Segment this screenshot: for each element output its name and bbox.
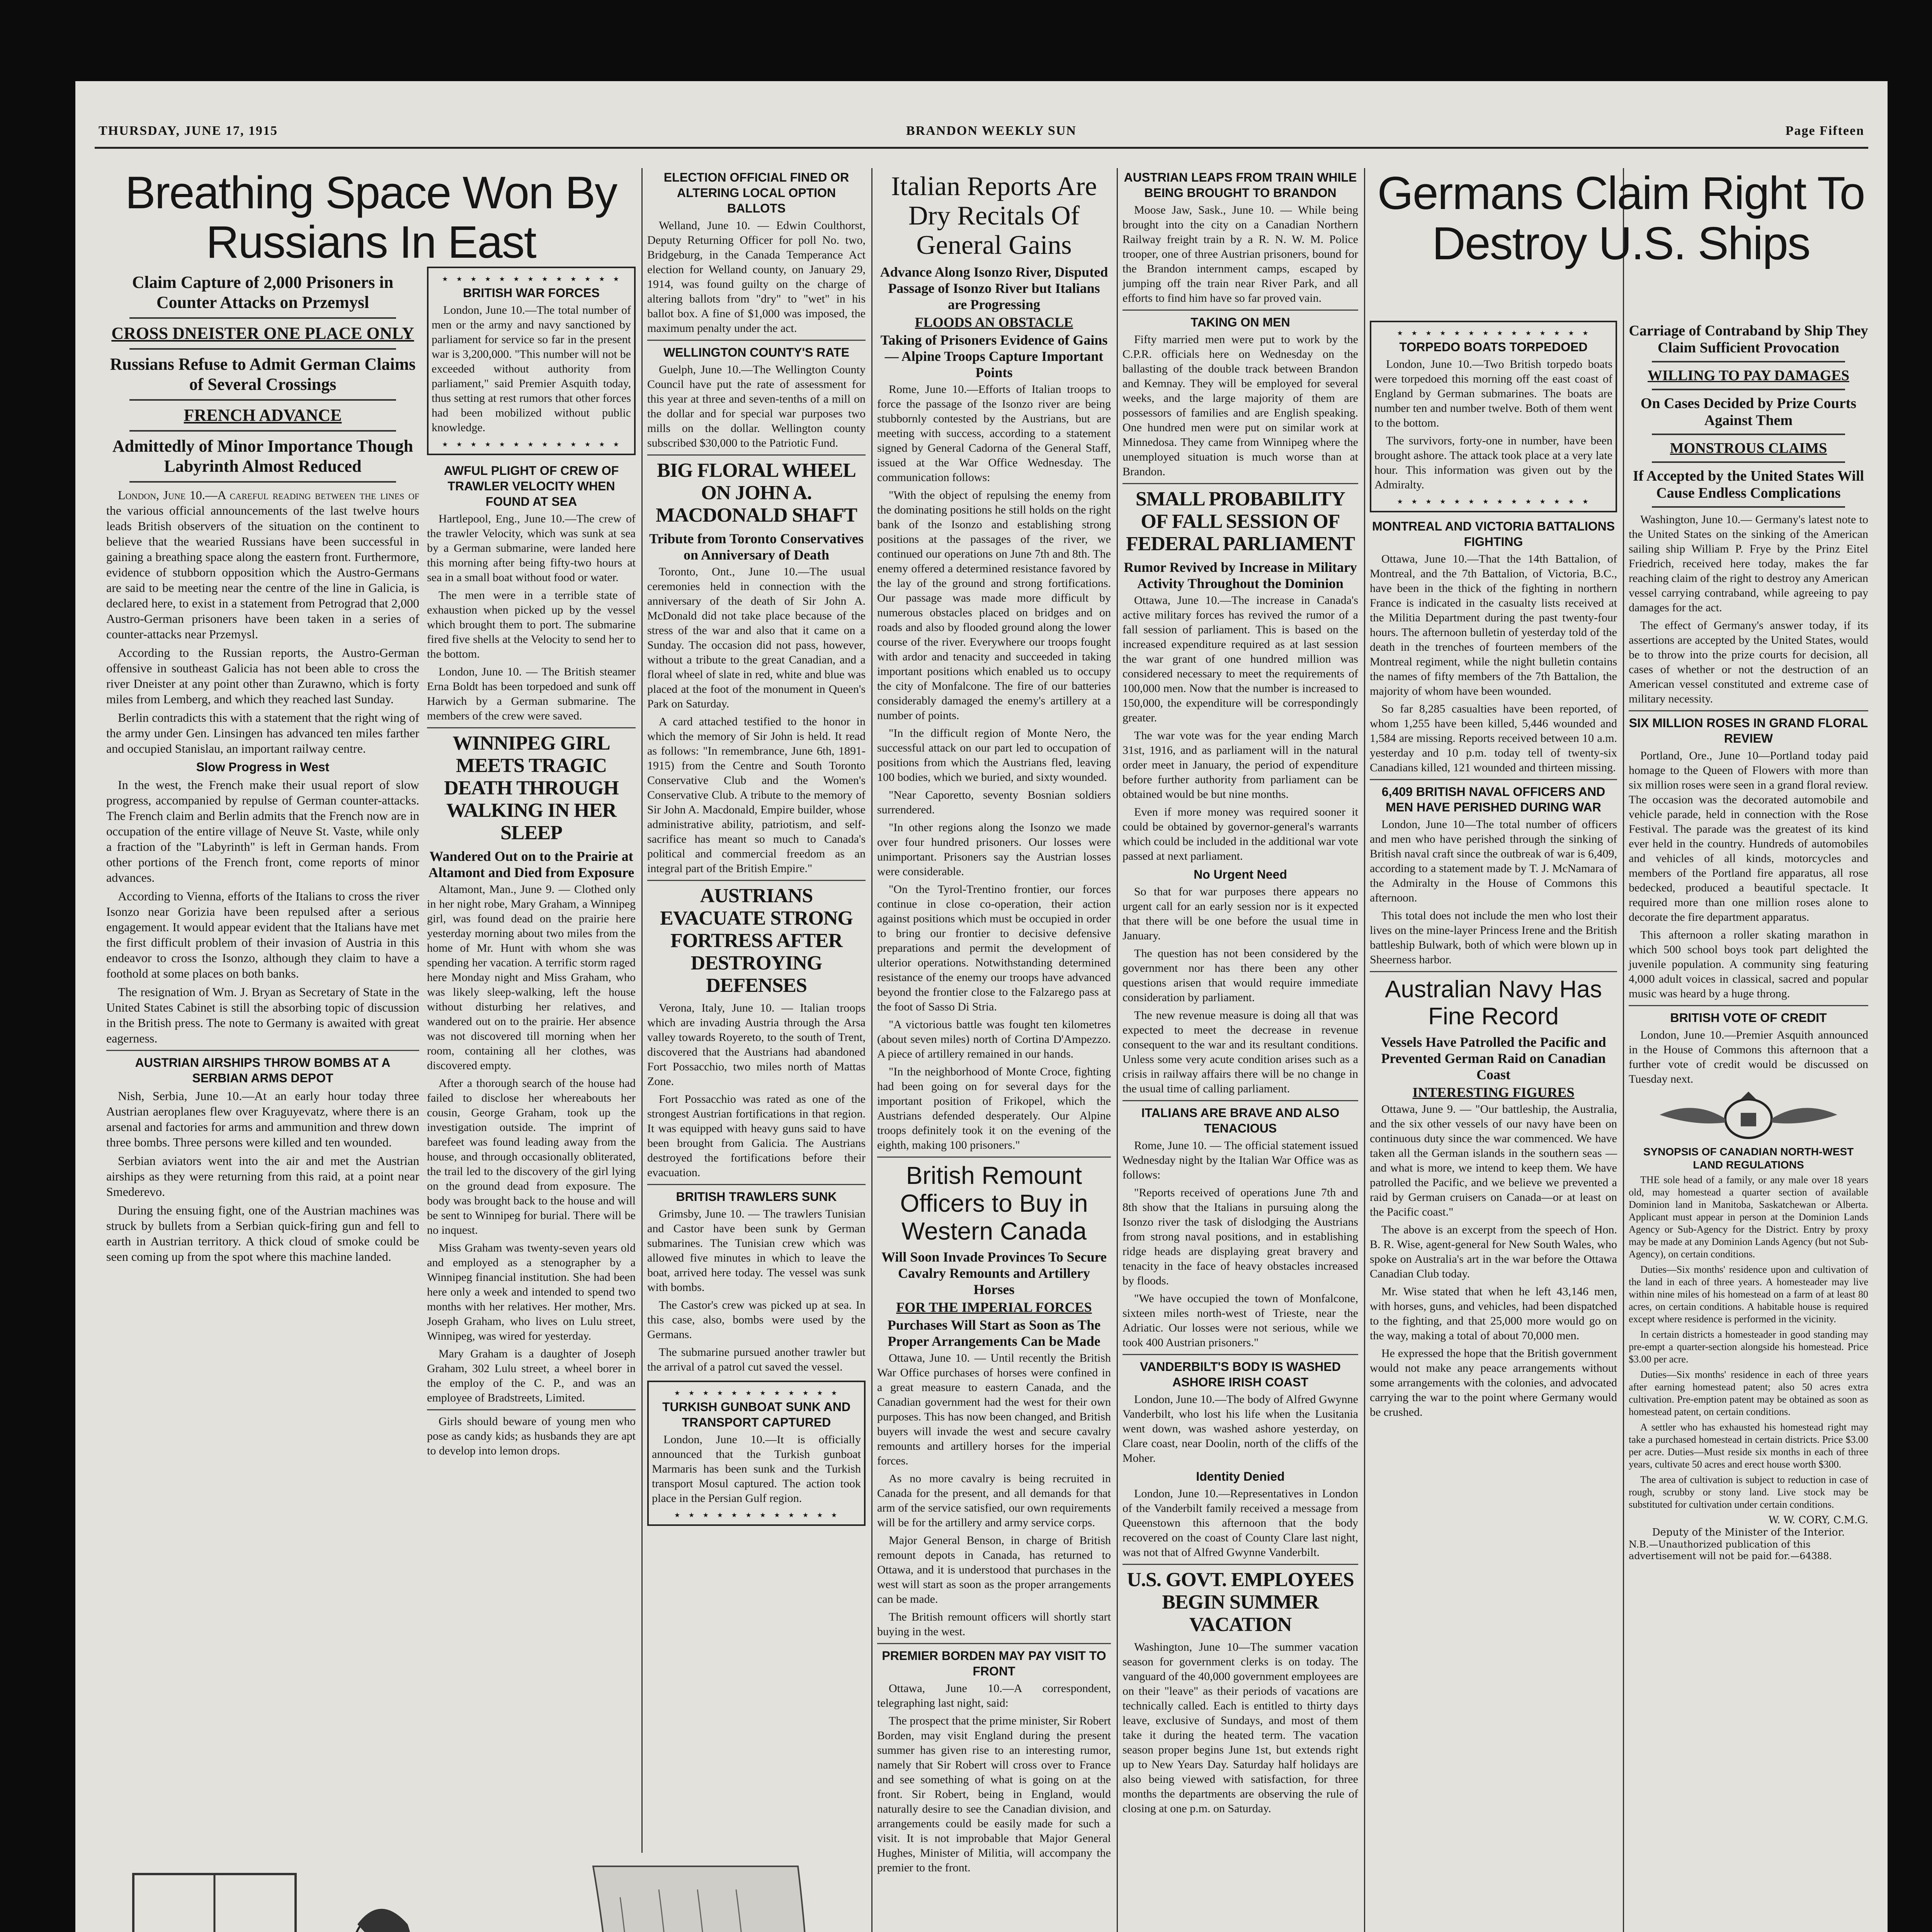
- article-paragraph: A card attached testified to the honor in which the memory of Sir John is held. It read as follows: "In remembrance, June 6th, 1891-1915) from the Centre and South Toronto Conservative Club and the Women's Conservative Club. A tribute to the memory of Sir John A. Macdonald, Empire builder, whose administrative ability, patriotism, and self-sacrifice has meant so much to Canada's political and commercial freedom as an integral part of the British Empire.": [647, 715, 866, 875]
- article-paragraph: The resignation of Wm. J. Bryan as Secretary of State in the United States Cabinet is still the absorbing topic of discussion in the British press. The note to Germany is awaited with great eagerness.: [106, 985, 419, 1045]
- header-page: Page Fifteen: [1785, 124, 1864, 138]
- column-3: [647, 168, 866, 1932]
- newspaper-page: [75, 81, 1888, 1932]
- divider: [1652, 506, 1845, 508]
- story-heading: TORPEDO BOATS TORPEDOED: [1399, 340, 1588, 354]
- headline-germans: Germans Claim Right To Destroy U.S. Ships: [1377, 167, 1865, 269]
- article-paragraph: "With the object of repulsing the enemy from the dominating positions he still holds on the right bank of the Isonzo and establishing strong positions at the passages of the river, we continued our operations on June 7th and 8th. The enemy offered a determined resistance favored by the lay of the ground and strong fortifications. Our passage was made more difficult by numerous obstacles placed on bridges and on roads and also by flooded ground along the lower course of the river. Everywhere our troops fought with ardor and tenacity and succeeded in taking important positions which enabled us to occupy the city of Monfalcone. The fire of our batteries considerably damaged the enemy's artillery at a number of points.: [877, 489, 1111, 722]
- article-paragraph: Washington, June 10—The summer vacation season for government clerks is on today. The vanguard of the 40,000 government employees are on their "leave" as their periods of vacations are technically called. Each is entitled to thirty days leave, exclusive of Sundays, and most of them take it during the heated term. The vacation season proper begins June 1st, but extends right up to New Years Day. Saturday half holidays are also being viewed with satisfaction, for three months the departments are observing the rule of closing at one p.m. on Saturday.: [1122, 1641, 1358, 1815]
- subhead: Taking of Prisoners Evidence of Gains— Alpine Troops Capture Important Points: [880, 332, 1108, 380]
- subhead: Purchases Will Start as Soon as The Proper Arrangements Can be Made: [887, 1317, 1101, 1349]
- headline-russians: Breathing Space Won By Russians In East: [125, 167, 617, 268]
- story-heading: 6,409 BRITISH NAVAL OFFICERS AND MEN HAVE PERISHED DURING WAR: [1381, 785, 1605, 814]
- article-paragraph: So that for war purposes there appears no urgent call for an early session nor is it expected that there will be one before the usual time in January.: [1122, 885, 1358, 942]
- header-paper: BRANDON WEEKLY SUN: [906, 124, 1077, 138]
- star-border: ★ ★ ★ ★ ★ ★ ★ ★ ★ ★ ★ ★ ★: [442, 273, 621, 284]
- divider: [1122, 1564, 1358, 1565]
- article-paragraph: The area of cultivation is subject to reduction in case of rough, scrubby or stony land. Live stock may be substituted for cultivation under certain conditions.: [1629, 1474, 1868, 1510]
- article-paragraph: The survivors, forty-one in number, have been brought ashore. The attack took place at a very late hour. This information was given out by the Admiralty.: [1374, 434, 1612, 491]
- article-paragraph: Washington, June 10.— Germany's latest note to the United States on the sinking of the American sailing ship William P. Frye by the Prinz Eitel Friedrich, received here today, makes the far reaching claim of the right to destroy any American vessel carrying contraband, while agreeing to pay damages for the act.: [1629, 513, 1868, 614]
- subhead: Carriage of Contraband by Ship They Claim Sufficient Provocation: [1629, 323, 1868, 356]
- column-7: [1629, 321, 1868, 1932]
- article-paragraph: The new revenue measure is doing all that was expected to meet the decrease in revenue consequent to the war and its resultant conditions. Unless some very acute condition arises such as a crisis in railway affairs there will be no change in the usual time of calling parliament.: [1122, 1009, 1358, 1095]
- divider: [129, 481, 396, 483]
- article-paragraph: Fifty married men were put to work by the C.P.R. officials here on Wednesday on the ballasting of the double track between Brandon and Kemnay. They will be employed for several weeks, and the large majority of them are possessors of families and are English speaking. One hundred men were put on similar work at Minnedosa. They came from Winnipeg where the unemployed situation is much worse than at Brandon.: [1122, 333, 1358, 478]
- article-paragraph: The war vote was for the year ending March 31st, 1916, and as parliament will in the natural order meet in January, the period of expenditure before further authority from parliament can be obtained would be but nine months.: [1122, 729, 1358, 801]
- divider: [647, 880, 866, 881]
- story-headline: SMALL PROBABILITY OF FALL SESSION OF FEDERAL PARLIAMENT: [1126, 488, 1355, 555]
- article-paragraph: Portland, Ore., June 10—Portland today paid homage to the Queen of Flowers with more than six million roses were seen in a grand floral review. The occasion was the decorated automobile and vehicle parade, held in connection with the Rose Festival. The parade was the greatest of its kind ever held in the country. Hundreds of automobiles and vehicles of all kinds, motorcycles and members of the Portland fire apparatus, all rose bedecked, produced a beautiful spectacle. It required more than one million roses alone to decorate the fire department apparatus.: [1629, 749, 1868, 923]
- article-paragraph: "Reports received of operations June 7th and 8th show that the Italians in pursuing along the Isonzo river the task of dislodging the Austrians from strong naval positions, and in establishing ridge heads are displaying great bravery and tenacity in the face of heavy obstacles increased by floods.: [1122, 1186, 1358, 1287]
- article-paragraph: In the west, the French make their usual report of slow progress, accompanied by repulse of German counter-attacks. The French claim and Berlin admits that the French now are in occupation of the entire village of Neuve St. Vaste, while only a fraction of the "Labyrinth" is left in German hands. From other portions of the French front, come reports of minor advances.: [106, 778, 419, 884]
- subhead: MONSTROUS CLAIMS: [1670, 440, 1827, 456]
- column-rule: [871, 168, 872, 1932]
- divider: [1370, 971, 1617, 972]
- story-heading: PREMIER BORDEN MAY PAY VISIT TO FRONT: [882, 1649, 1106, 1678]
- article-paragraph: The men were in a terrible state of exhaustion when picked up by the vessel which brought them to port. The submarine fired five shells at the Velocity to send her to the bottom.: [427, 589, 636, 660]
- headline-australian-navy: Australian Navy Has Fine Record: [1385, 976, 1602, 1030]
- star-border: ★ ★ ★ ★ ★ ★ ★ ★ ★ ★ ★ ★ ★ ★: [1397, 327, 1590, 338]
- subhead: Russians Refuse to Admit German Claims of Several Crossings: [110, 355, 416, 394]
- divider: [1122, 1100, 1358, 1101]
- article-paragraph: London, June 10.—A careful reading between the lines of the various official announcements of the last twelve hours leads British observers of the situation on the continent to believe that the wearied Russians have been successful in gaining a breathing space along the eastern front. Furthermore, evidence of stubborn opposition which the Austro-Germans are said to be meeting near the centre of the line in Galicia, is declared here, to exist in a statement from Petrograd that 2,000 Austro-German prisoners have been taken in a series of counter-attacks near Przemysl.: [106, 488, 419, 641]
- star-border: ★ ★ ★ ★ ★ ★ ★ ★ ★ ★ ★ ★: [674, 1509, 838, 1520]
- article-paragraph: Welland, June 10. — Edwin Coulthorst, Deputy Returning Officer for poll No. two, Bridgeburg, in the Canada Temperance Act election for Welland county, on January 29, 1914, was found guilty on the charge of altering ballots from "dry" to "wet" in his ballot box. A fine of $1,000 was imposed, the maximum penalty under the act.: [647, 219, 866, 335]
- article-paragraph: According to Vienna, efforts of the Italians to cross the river Isonzo near Gorizia have been repulsed after a serious engagement. It would appear evident that the Italians have met the first difficult problem of their invasion of Austria in this endeavor to cross the Isonzo, although they claim to have a foothold at some places on both banks.: [106, 889, 419, 980]
- header-date: THURSDAY, JUNE 17, 1915: [99, 124, 278, 138]
- story-heading: ITALIANS ARE BRAVE AND ALSO TENACIOUS: [1141, 1106, 1340, 1135]
- subhead: FOR THE IMPERIAL FORCES: [896, 1299, 1092, 1315]
- headline-remount: British Remount Officers to Buy in Western Canada: [900, 1162, 1088, 1245]
- article-paragraph: "We have occupied the town of Monfalcone, sixteen miles north-west of Trieste, near the Adriatic. Our losses were not serious, while we took 400 Austrian prisoners.": [1122, 1292, 1358, 1349]
- subhead: CROSS DNEISTER ONE PLACE ONLY: [111, 324, 414, 343]
- subhead: Wandered Out on to the Prairie at Altamont and Died from Exposure: [428, 849, 634, 880]
- divider: [1629, 710, 1868, 711]
- article-paragraph: This total does not include the men who lost their lives on the mine-layer Princess Irene and the British battleship Bulwark, both of which were blown up in Sheerness harbor.: [1370, 909, 1617, 966]
- divider: [427, 727, 636, 728]
- story-heading: AUSTRIAN AIRSHIPS THROW BOMBS AT A SERBIAN ARMS DEPOT: [135, 1056, 391, 1085]
- divider: [647, 340, 866, 341]
- story-heading: ELECTION OFFICIAL FINED OR ALTERING LOCAL OPTION BALLOTS: [663, 170, 849, 215]
- article-paragraph: Rome, June 10.—Efforts of Italian troops to force the passage of the Isonzo river are being stubbornly contested by the Austrians, but are meeting with success, according to a statement signed by General Cadorna of the General Staff, issued at the War Office Wednesday. The communication follows:: [877, 383, 1111, 484]
- story-headline: AUSTRIANS EVACUATE STRONG FORTRESS AFTER DESTROYING DEFENSES: [660, 885, 853, 997]
- article-paragraph: Ottawa, June 10.—The increase in Canada's active military forces has revived the rumor of a fall session of parliament. This is based on the increased expenditure required as at last session the war grant of one hundred million was considered necessary to meet the requirements of 100,000 men. Now that the number is increased to 150,000, the expenditure will be correspondingly greater.: [1122, 594, 1358, 724]
- article-paragraph: The submarine pursued another trawler but the arrival of a patrol cut saved the vessel.: [647, 1346, 866, 1373]
- divider: [647, 454, 866, 456]
- article-paragraph: Mr. Wise stated that when he left 43,146 men, with horses, guns, and vehicles, had been dispatched to the fighting, and that 25,000 more would go on the way, making a total of about 70,000 men.: [1370, 1285, 1617, 1342]
- subhead: WILLING TO PAY DAMAGES: [1648, 367, 1849, 384]
- column-2: [427, 267, 636, 1932]
- article-paragraph: "In the neighborhood of Monte Croce, fighting had been going on for several days for the important position of Frikopel, which the Austrians defended desperately. Our Alpine troops definitely took it on the evening of the eighth, making 100 prisoners.": [877, 1065, 1111, 1151]
- torpedo-box: [1370, 321, 1617, 512]
- article-paragraph: London, June 10—The total number of officers and men who have perished through the sinking of British naval craft since the outbreak of war is 6,409, according to a statement made by T. J. McNamara of the Admiralty in the House of Commons this afternoon.: [1370, 818, 1617, 904]
- article-paragraph: During the ensuing fight, one of the Austrian machines was struck by bullets from a Serbian quick-firing gun and fell to earth in Austrian territory. A thick cloud of smoke could be seen coming up from the spot where this machine landed.: [106, 1203, 419, 1264]
- story-heading: SIX MILLION ROSES IN GRAND FLORAL REVIEW: [1629, 716, 1868, 745]
- divider: [647, 1184, 866, 1185]
- story-heading: MONTREAL AND VICTORIA BATTALIONS FIGHTING: [1372, 519, 1615, 549]
- star-border: ★ ★ ★ ★ ★ ★ ★ ★ ★ ★ ★ ★ ★ ★: [1397, 495, 1590, 506]
- column-rule: [1364, 168, 1365, 1932]
- article-paragraph: In certain districts a homesteader in good standing may pre-empt a quarter-section alongside his homestead. Price $3.00 per acre.: [1629, 1329, 1868, 1365]
- divider: [877, 1156, 1111, 1158]
- signature-title: Deputy of the Minister of the Interior.: [1652, 1527, 1845, 1538]
- article-paragraph: London, June 10.—Representatives in London of the Vanderbilt family received a message from Queenstown this afternoon that the body recovered on the coast of County Clare last night, was not that of Alfred Gwynne Vanderbilt.: [1122, 1487, 1358, 1559]
- coat-of-arms: [1629, 1090, 1868, 1144]
- column-4: [877, 168, 1111, 1932]
- divider: [129, 317, 396, 319]
- divider: [129, 399, 396, 401]
- article-paragraph: After a thorough search of the house had failed to disclose her whereabouts her cousin, George Graham, took up the investigation outside. The imprint of barefeet was found leading away from the house, and through occasionally obliterated, the trail led to the discovery of the girl lying on the ground dead from exposure. The body was brought back to the house and will be sent to Winnipeg for burial. There will be no inquest.: [427, 1077, 636, 1236]
- article-paragraph: The Castor's crew was picked up at sea. In this case, also, bombs were used by the Germans.: [647, 1299, 866, 1341]
- story-headline: WINNIPEG GIRL MEETS TRAGIC DEATH THROUGH WALKING IN HER SLEEP: [444, 732, 619, 844]
- article-paragraph: Moose Jaw, Sask., June 10. — While being brought into the city on a Canadian Northern Railway freight train by a R. N. W. M. Police trooper, one of three Austrian prisoners, bound for the Brandon internment camps, escaped by jumping off the train near River Park, and all efforts to find him have so far proved vain.: [1122, 204, 1358, 304]
- article-paragraph: "In the difficult region of Monte Nero, the successful attack on our part led to occupation of positions from which the Austrians fled, leaving 100 bodies, which we buried, and sixty wounded.: [877, 727, 1111, 784]
- headline-italian: Italian Reports Are Dry Recitals Of General Gains: [891, 172, 1097, 260]
- divider: [1122, 483, 1358, 484]
- article-paragraph: The above is an excerpt from the speech of Hon. B. R. Wise, agent-general for New South Wales, who spoke on Australia's art in the war before the Ottawa Canadian Club today.: [1370, 1223, 1617, 1280]
- article-paragraph: Even if more money was required sooner it could be obtained by governor-general's warrants which could be included in the additional war vote passed at next parliament.: [1122, 806, 1358, 862]
- article-paragraph: "In other regions along the Isonzo we made over four hundred prisoners. Our losses were unimportant. Prisoners say the Austrian losses were considerable.: [877, 821, 1111, 878]
- story-heading: BRITISH WAR FORCES: [463, 286, 600, 300]
- article-paragraph: So far 8,285 casualties have been reported, of whom 1,255 have been killed, 5,446 wounded and 1,584 are missing. Reports received between 10 a.m. yesterday and 10 p.m. today tell of twenty-six Canadians killed, 121 wounded and thirteen missing.: [1370, 702, 1617, 774]
- political-cartoon: [110, 1859, 852, 1932]
- subhead: Vessels Have Patrolled the Pacific and Prevented German Raid on Canadian Coast: [1381, 1034, 1606, 1082]
- column-rule: [641, 168, 643, 1853]
- story-heading: BRITISH TRAWLERS SUNK: [676, 1190, 837, 1204]
- crest-icon: [1648, 1092, 1849, 1142]
- header-rule: [95, 147, 1868, 149]
- story-headline: U.S. GOVT. EMPLOYEES BEGIN SUMMER VACATION: [1127, 1569, 1354, 1636]
- article-paragraph: London, June 10.—The body of Alfred Gwynne Vanderbilt, who lost his life when the Lusitania went down, was washed ashore yesterday, on Clare coast, near Doolin, north of the cliffs of the Moher.: [1122, 1393, 1358, 1464]
- article-paragraph: Guelph, June 10.—The Wellington County Council have put the rate of assessment for this year at three and seven-tenths of a mill on the dollar and for special war purposes two mills on the dollar. Wellington county subscribed $30,000 to the Patriotic Fund.: [647, 363, 866, 449]
- article-paragraph: He expressed the hope that the British government would not make any peace arrangements without some arrangements with the colonies, and advocated carrying the war to the point where Germany would be crushed.: [1370, 1347, 1617, 1418]
- article-paragraph: Hartlepool, Eng., June 10.—The crew of the trawler Velocity, which was sunk at sea by a German submarine, were landed here this morning after being fifty-two hours at sea in a small boat without food or water.: [427, 512, 636, 584]
- article-paragraph: London, June 10.—The total number of men or the army and navy sanctioned by parliament for service so far in the present war is 3,200,000. "This number will not be exceeded without authority from parliament," said Premier Asquith today, thus setting at rest rumors that other forces had been mobilized without public knowledge.: [432, 304, 631, 434]
- story-heading: WELLINGTON COUNTY'S RATE: [663, 345, 850, 359]
- article-paragraph: The British remount officers will shortly start buying in the west.: [877, 1611, 1111, 1638]
- article-paragraph: Ottawa, June 10.—That the 14th Battalion, of Montreal, and the 7th Battalion, of Victoria, B.C., have been in the thick of the fighting in northern France is indicated in the casualty lists received at the Militia Department during the past twenty-four hours. The afternoon bulletin of yesterday told of the death in the trenches of fourteen members of the Montreal regiment, while the night bulletin contains the names of fifty members of the 7th Battalion, the majority of whom have been wounded.: [1370, 553, 1617, 697]
- cartoon-illustration: [110, 1859, 852, 1932]
- article-paragraph: London, June 10.—It is officially announced that the Turkish gunboat Marmaris has been sunk and the Turkish transport Mosul captured. The action took place in the Persian Gulf region.: [652, 1433, 861, 1505]
- subhead: If Accepted by the United States Will Cause Endless Complications: [1633, 468, 1864, 501]
- article-paragraph: The question has not been considered by the government nor has there been any other questions arisen that would require immediate consideration by parliament.: [1122, 947, 1358, 1004]
- article-paragraph: Girls should beware of young men who pose as candy kids; as husbands they are apt to develop into lemon drops.: [427, 1415, 636, 1457]
- subhead: Claim Capture of 2,000 Prisoners in Counter Attacks on Przemysl: [132, 273, 394, 312]
- article-paragraph: Ottawa, June 10.—A correspondent, telegraphing last night, said:: [877, 1682, 1111, 1709]
- story-heading: TAKING ON MEN: [1190, 315, 1290, 329]
- article-paragraph: A settler who has exhausted his homestead right may take a purchased homestead in certain districts. Price $3.00 per acre. Duties—Must reside six months in each of three years, cultivate 50 acres and erect house worth $300.: [1629, 1422, 1868, 1470]
- divider: [129, 430, 396, 432]
- star-border: ★ ★ ★ ★ ★ ★ ★ ★ ★ ★ ★ ★ ★: [442, 438, 621, 449]
- subhead: Rumor Revived by Increase in Military Activity Throughout the Dominion: [1124, 560, 1357, 591]
- article-paragraph: Berlin contradicts this with a statement that the right wing of the army under Gen. Linsingen has advanced ten miles farther and occupied Stanislau, an important railway centre.: [106, 711, 419, 755]
- subhead: Will Soon Invade Provinces To Secure Cavalry Remounts and Artillery Horses: [881, 1249, 1107, 1297]
- divider: [1652, 461, 1845, 463]
- subhead: On Cases Decided by Prize Courts Against Them: [1640, 395, 1857, 429]
- subhead: Admittedly of Minor Importance Though Labyrinth Almost Reduced: [112, 437, 413, 476]
- section-heading: Identity Denied: [1196, 1469, 1285, 1483]
- notice: N.B.—Unauthorized publication of this advertisement will not be paid for.—64388.: [1629, 1539, 1832, 1561]
- subhead: Advance Along Isonzo River, Disputed Passage of Isonzo River but Italians are Progressing: [880, 264, 1108, 312]
- article-paragraph: "Near Caporetto, seventy Bosnian soldiers surrendered.: [877, 789, 1111, 816]
- story-heading: TURKISH GUNBOAT SUNK AND TRANSPORT CAPTURED: [662, 1400, 851, 1429]
- story-heading: AWFUL PLIGHT OF CREW OF TRAWLER VELOCITY WHEN FOUND AT SEA: [444, 464, 619, 509]
- article-paragraph: Fort Possacchio was rated as one of the strongest Austrian fortifications in that region. It was equipped with heavy guns said to have been brought from Galicia. The Austrians destroyed the fortifications before their evacuation.: [647, 1093, 866, 1179]
- column-rule: [1117, 168, 1118, 1932]
- article-paragraph: "A victorious battle was fought ten kilometres (about seven miles) north of Cortina D'Ampezzo. A piece of artillery remained in our hands.: [877, 1018, 1111, 1060]
- article-paragraph: Duties—Six months' residence upon and cultivation of the land in each of three years. A homesteader may live within nine miles of his homestead on a farm of at least 80 acres, on certain conditions. A habitable house is required except where residence is performed in the vicinity.: [1629, 1264, 1868, 1325]
- column-6: [1370, 321, 1617, 1932]
- column-5: [1122, 168, 1358, 1932]
- article-paragraph: Altamont, Man., June 9. — Clothed only in her night robe, Mary Graham, a Winnipeg girl, was found dead on the prairie here yesterday morning about two miles from the home of Mr. Hunt with whom she was spending her vacation. A terrific storm raged here Monday night and Miss Graham, who was likely sleep-walking, left the house without disturbing her relatives, and wandered out on to the prairie. Her absence was not discovered till morning when her room, containing all her clothes, was discovered empty.: [427, 883, 636, 1072]
- star-border: ★ ★ ★ ★ ★ ★ ★ ★ ★ ★ ★ ★: [674, 1387, 838, 1398]
- article-paragraph: Miss Graham was twenty-seven years old and employed as a stenographer by a Winnipeg financial institution. She had been here only a week and intended to spend two months with her relatives. Her mother, Mrs. Joseph Graham, who lives on Lulu street, Winnipeg, was wired for yesterday.: [427, 1242, 636, 1342]
- divider: [1370, 779, 1617, 780]
- article-paragraph: Grimsby, June 10. — The trawlers Tunisian and Castor have been sunk by German submarines. The Tunisian crew which was allowed five minutes in which to leave the boat, arrived here today. The vessel was sunk with bombs.: [647, 1208, 866, 1294]
- divider: [129, 348, 396, 350]
- article-paragraph: Rome, June 10. — The official statement issued Wednesday night by the Italian War Office was as follows:: [1122, 1139, 1358, 1181]
- article-paragraph: Major General Benson, in charge of British remount depots in Canada, has returned to Ottawa, and it is understood that purchases in the west will start as soon as the proper arrangements can be made.: [877, 1534, 1111, 1605]
- subhead: Tribute from Toronto Conservatives on Anniversary of Death: [649, 531, 864, 563]
- divider: [1122, 1354, 1358, 1355]
- section-heading: Slow Progress in West: [196, 760, 330, 774]
- germans-banner: [1370, 168, 1872, 315]
- article-paragraph: Serbian aviators went into the air and met the Austrian airships as they were returning from this raid, at a point near Smederevo.: [106, 1154, 419, 1199]
- war-forces-box: [427, 267, 636, 455]
- article-paragraph: As no more cavalry is being recruited in Canada for the present, and all demands for that arm of the service satisfied, our own requirements will be for the artillery and army service corps.: [877, 1472, 1111, 1529]
- article-paragraph: Mary Graham is a daughter of Joseph Graham, 302 Lulu street, a wheel borer in the employ of the C. P., and was an employee of Bradstreets, Limited.: [427, 1347, 636, 1404]
- article-paragraph: Ottawa, June 10. — Until recently the British War Office purchases of horses were confined in a great measure to eastern Canada, and the Canadian government had the west for their own purposes. This has now been changed, and British buyers will invade the west and secure cavalry remounts and artillery horses for the imperial forces.: [877, 1352, 1111, 1467]
- divider: [1629, 1005, 1868, 1006]
- article-paragraph: The effect of Germany's answer today, if its assertions are accepted by the United States, would be to throw into the prize courts for decision, all cases of whether or not the destruction of an American vessel constituted and extreme case of military necessity.: [1629, 619, 1868, 705]
- article-paragraph: Verona, Italy, June 10. — Italian troops which are invading Austria through the Arsa valley towards Royereto, to the south of Trent, discovered that the Austrians had abandoned Fort Possacchio, two miles north of Mattas Zone.: [647, 1002, 866, 1088]
- article-paragraph: London, June 10. — The British steamer Erna Boldt has been torpedoed and sunk off Harwich by a German submarine. The members of the crew were saved.: [427, 665, 636, 722]
- divider: [1652, 361, 1845, 362]
- subhead: FLOODS AN OBSTACLE: [915, 315, 1073, 330]
- divider: [427, 1409, 636, 1410]
- story-heading: SYNOPSIS OF CANADIAN NORTH-WEST LAND REGULATIONS: [1643, 1146, 1854, 1171]
- divider: [877, 1643, 1111, 1644]
- gunboat-box: [647, 1381, 866, 1526]
- story-heading: BRITISH VOTE OF CREDIT: [1670, 1011, 1827, 1025]
- column-rule: [1623, 168, 1624, 1932]
- article-paragraph: According to the Russian reports, the Austro-German offensive in southeast Galicia has not been able to cross the river Dneister at any point other than Zurawno, which is forty miles from Lemberg, and which they reached last Sunday.: [106, 646, 419, 706]
- article-paragraph: London, June 10.—Two British torpedo boats were torpedoed this morning off the east coast of England by German submarines. The boats are number ten and number twelve. Both of them went to the bottom.: [1374, 358, 1612, 429]
- subhead: FRENCH ADVANCE: [184, 406, 342, 425]
- story-heading: AUSTRIAN LEAPS FROM TRAIN WHILE BEING BROUGHT TO BRANDON: [1124, 170, 1357, 200]
- article-paragraph: London, June 10.—Premier Asquith announced in the House of Commons this afternoon that a further vote of credit would be discussed on Tuesday next.: [1629, 1029, 1868, 1085]
- article-paragraph: Toronto, Ont., June 10.—The usual ceremonies held in connection with the anniversary of the death of Sir John A. McDonald did not take place because of the stress of the war and also that it came on a Sunday. The occasion did not pass, however, without a tribute to the great Canadian, and a floral wheel of slate in red, white and blue was placed at the foot of the monument in Queen's Park on Saturday.: [647, 565, 866, 710]
- article-paragraph: This afternoon a roller skating marathon in which 500 school boys took part delighted the juvenile population. A community sing featuring 4,000 adult voices in classical, sacred and popular music was heard by a huge throng.: [1629, 929, 1868, 1000]
- article-paragraph: THE sole head of a family, or any male over 18 years old, may homestead a quarter section of available Dominion land in Manitoba, Saskatchewan or Alberta. Applicant must appear in person at the Dominion Lands Agency or Sub-Agency for the District. Entry by proxy may be made at any Dominion Lands Agency (but not Sub-Agency), on certain conditions.: [1629, 1174, 1868, 1260]
- subhead: INTERESTING FIGURES: [1412, 1085, 1575, 1100]
- article-paragraph: Duties—Six months' residence in each of three years after earning homestead patent; also 50 acres extra cultivation. Pre-emption patent may be obtained as soon as homestead patent, on certain conditions.: [1629, 1369, 1868, 1417]
- story-headline: BIG FLORAL WHEEL ON JOHN A. MACDONALD SHAFT: [656, 459, 857, 526]
- divider: [1122, 310, 1358, 311]
- article-paragraph: Nish, Serbia, June 10.—At an early hour today three Austrian aeroplanes flew over Kraguyevatz, where there is an arsenal and factories for arms and ammunition and threw down three bombs. Three persons were killed and ten wounded.: [106, 1089, 419, 1149]
- article-paragraph: Ottawa, June 9. — "Our battleship, the Australia, and the six other vessels of our navy have been on continuous duty since the war commenced. We have taken all the German islands in the southern seas — and what is more, we intend to keep them. We have patrolled the Pacific, and we believe we prevented a raid by German cruisers on Canada—or at least on the Pacific coast.": [1370, 1103, 1617, 1218]
- section-heading: No Urgent Need: [1194, 867, 1287, 881]
- article-paragraph: "On the Tyrol-Trentino frontier, our forces continue in close co-operation, their action against positions which must be occupied in order to bring our frontier to decisive defensive preparations and permit the development of ulterior operations. Notwithstanding determined resistance of the enemy our troops have advanced beyond the frontier close to the Falzarego pass at the foot of Sasso Di Stria.: [877, 883, 1111, 1013]
- signature: W. W. CORY, C.M.G.: [1769, 1514, 1868, 1526]
- article-paragraph: The prospect that the prime minister, Sir Robert Borden, may visit England during the present summer has given rise to an interesting rumor, namely that Sir Robert will cross over to France and see something of what is going on at the front. Sir Robert, being in England, would naturally desire to see the Canadian division, and arrangements could be easily made for such a visit. It is not improbable that Major General Hughes, Minister of Militia, will accompany the premier to the front.: [877, 1714, 1111, 1874]
- divider: [1652, 389, 1845, 390]
- divider: [1652, 434, 1845, 435]
- story-heading: VANDERBILT'S BODY IS WASHED ASHORE IRISH COAST: [1140, 1360, 1341, 1389]
- divider: [106, 1050, 419, 1051]
